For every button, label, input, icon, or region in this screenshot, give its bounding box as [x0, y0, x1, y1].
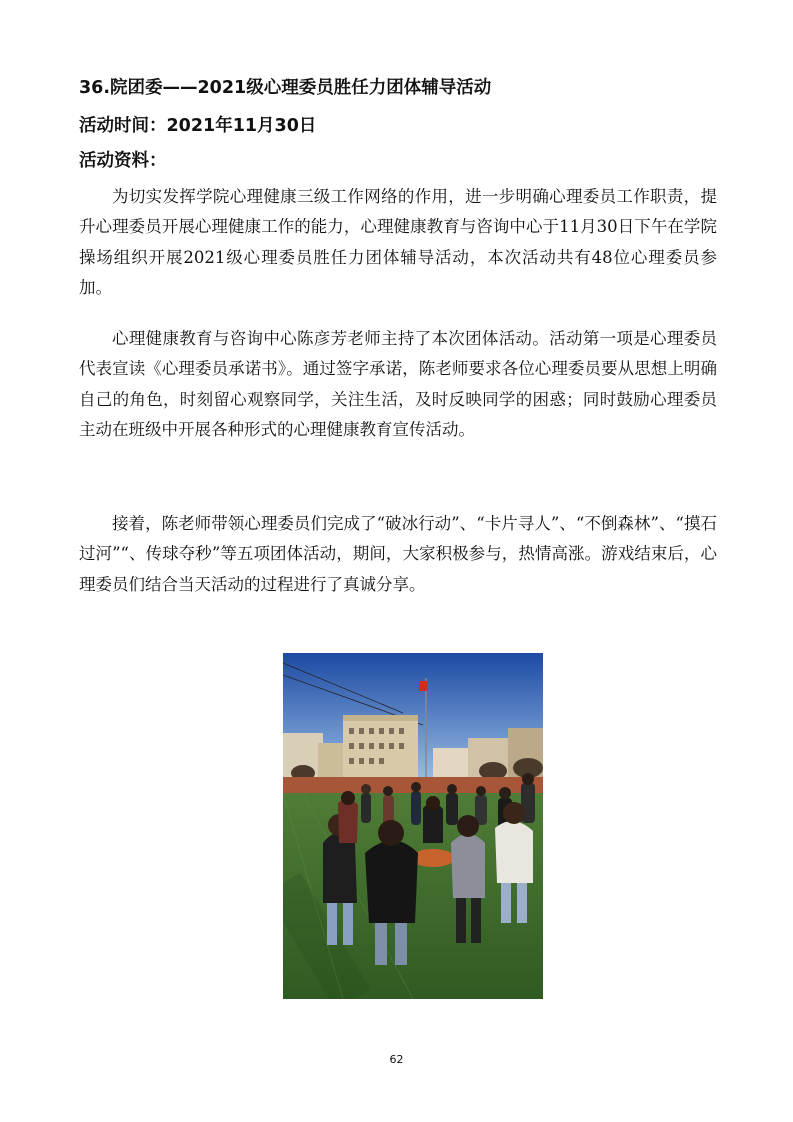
paragraph-activities: 接着，陈老师带领心理委员们完成了“破冰行动”、“卡片寻人”、“不倒森林”、“摸石过河”“、传球夺秒”等五项团体活动，期间，大家积极参与，热情高涨。游戏结束后，心理委员们结合当天活动的过程进行了真诚分享。 — [79, 514, 717, 594]
flag — [419, 681, 427, 691]
paragraph-intro: 为切实发挥学院心理健康三级工作网络的作用，进一步明确心理委员工作职责，提升心理委员开展心理健康工作的能力，心理健康教育与咨询中心于11月30日下午在学院操场组织开展2021级心理委员胜任力团体辅导活动，本次活动共有48位心理委员参加。 — [79, 187, 717, 297]
page-number: 62 — [389, 1053, 404, 1066]
activity-date: 活动时间：2021年11月30日 — [79, 116, 317, 136]
paragraph-pledge: 心理健康教育与咨询中心陈彦芳老师主持了本次团体活动。活动第一项是心理委员代表宣读《心理委员承诺书》。通过签字承诺，陈老师要求各位心理委员要从思想上明确自己的角色，时刻留心观察同学，关注生活，及时反映同学的困惑；同时鼓励心理委员主动在班级中开展各种形式的心理健康教育宣传活动。 — [79, 329, 717, 439]
activity-photo — [283, 653, 543, 999]
materials-label: 活动资料： — [79, 151, 167, 171]
section-title: 36.院团委——2021级心理委员胜任力团体辅导活动 — [79, 78, 492, 98]
